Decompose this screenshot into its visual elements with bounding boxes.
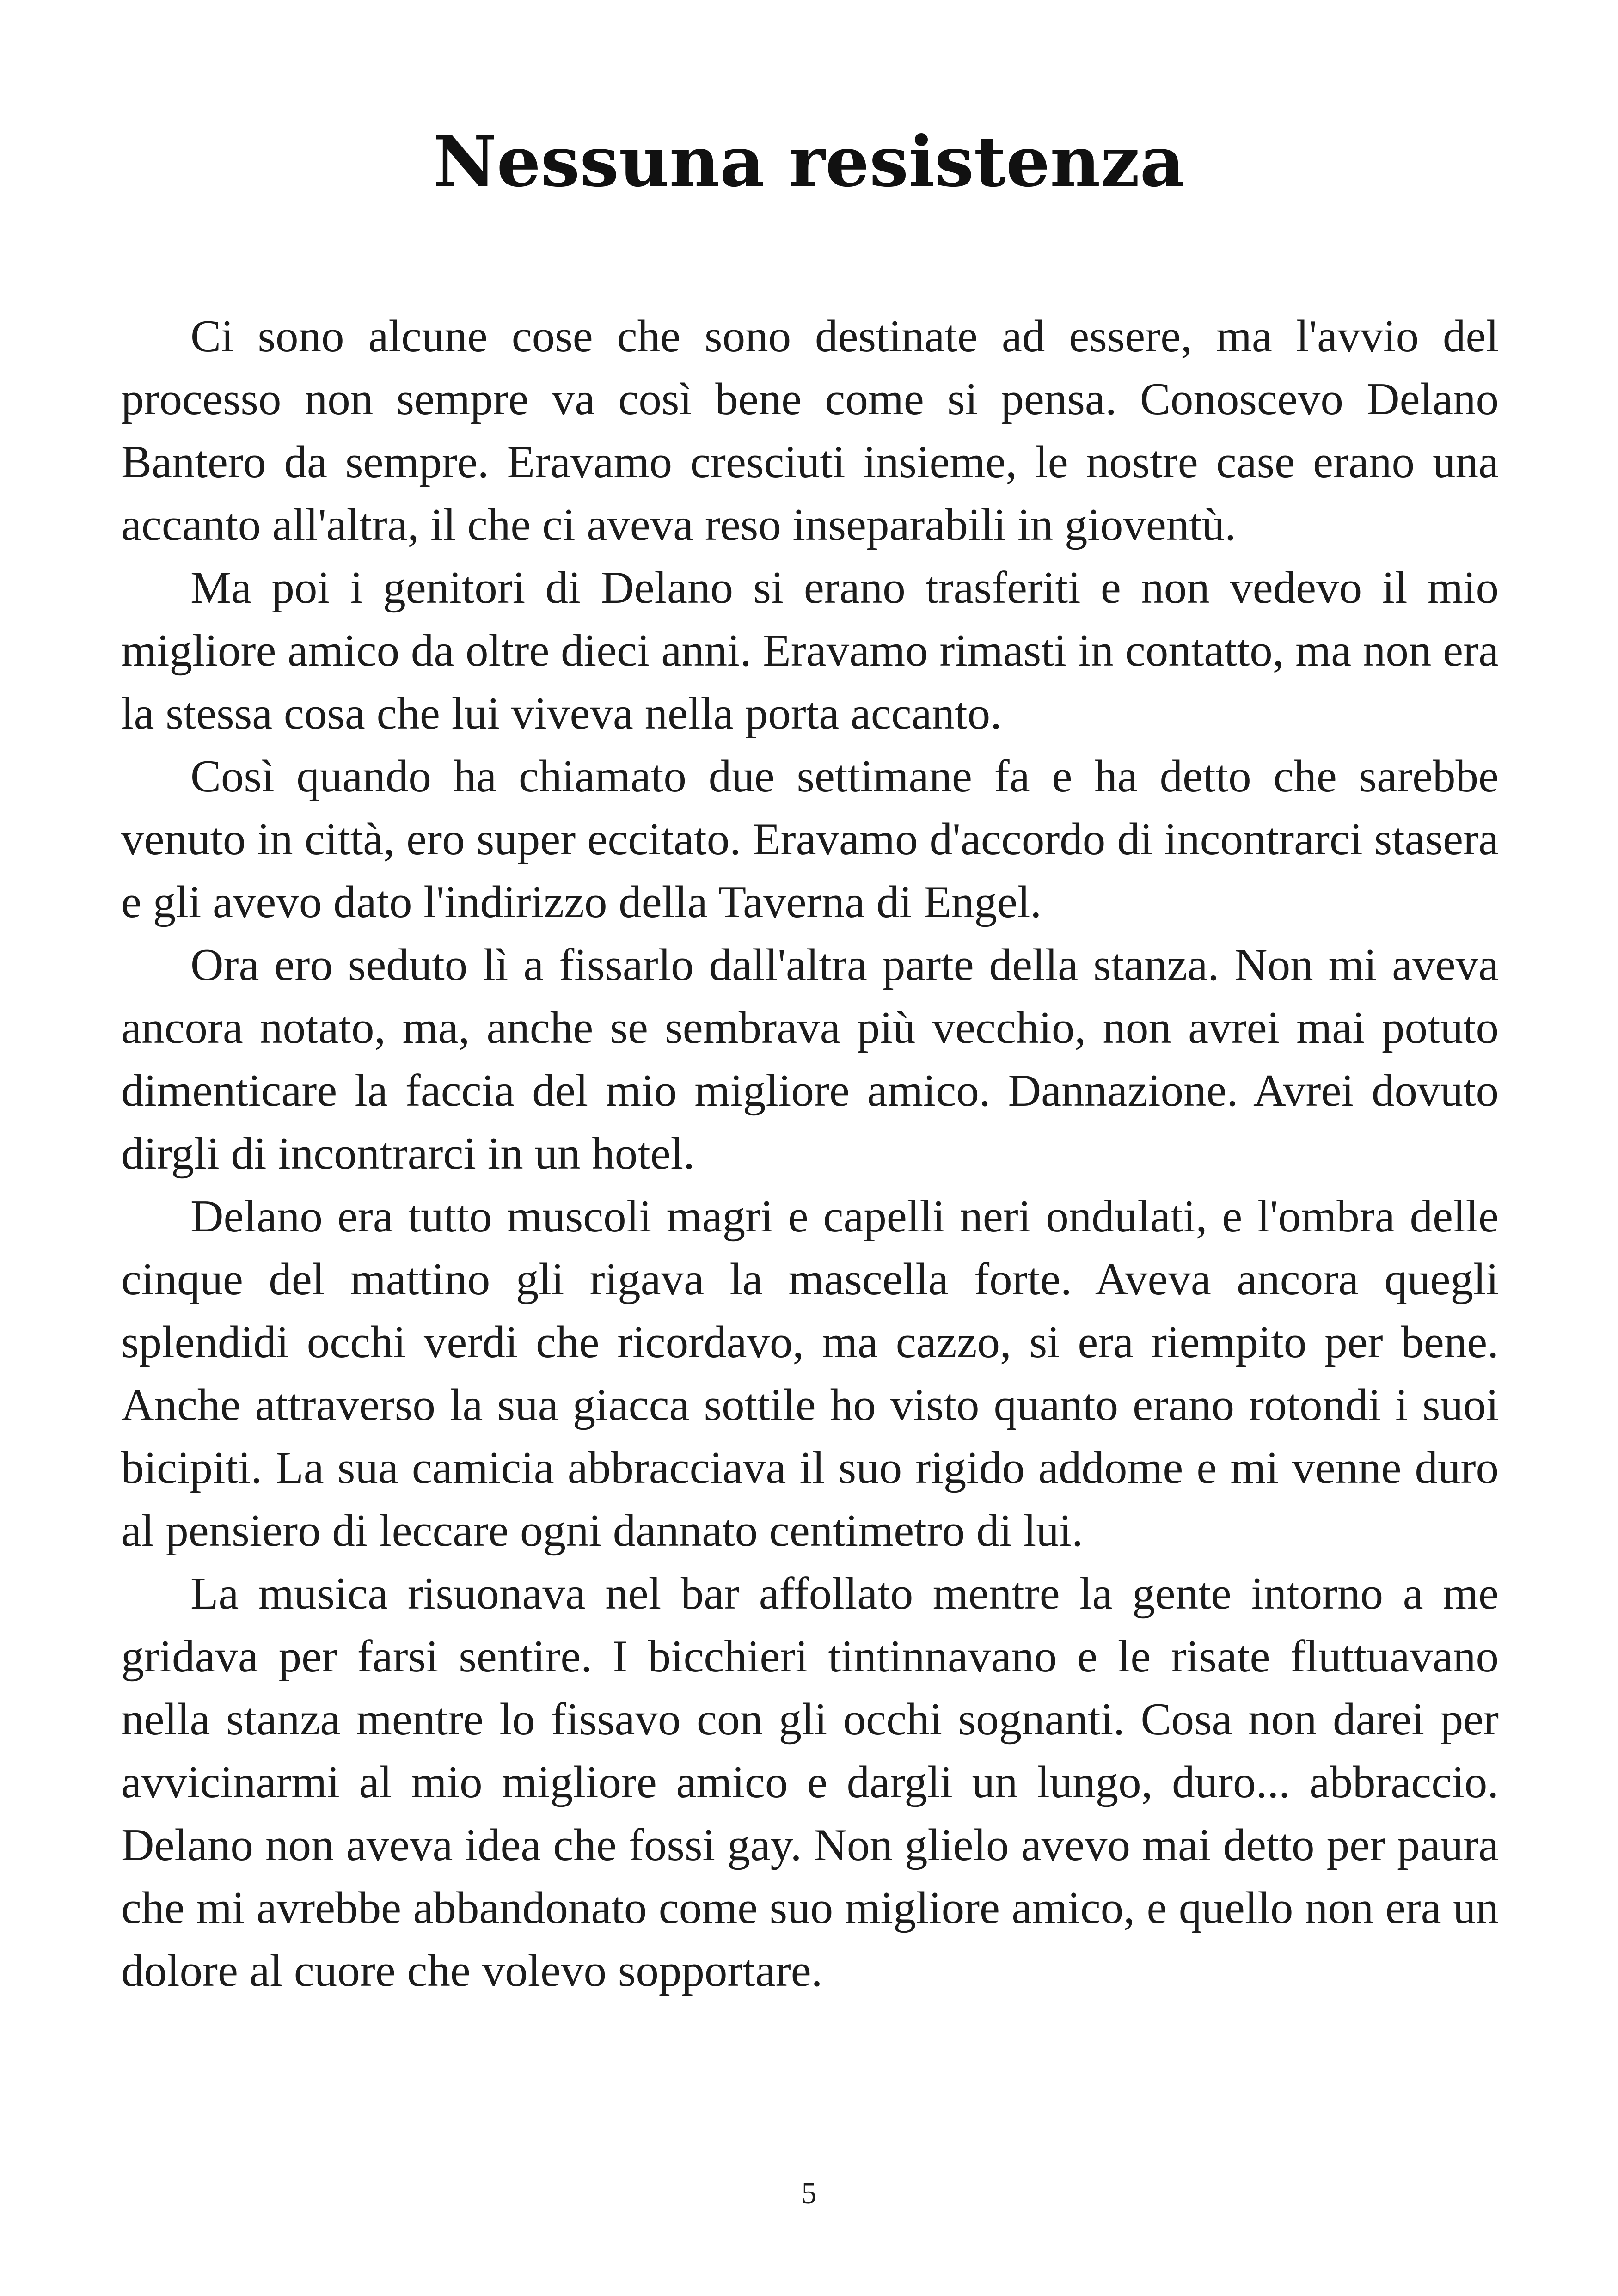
paragraph: Ma poi i genitori di Delano si erano trasferiti e non vedevo il mio migliore amico da oltre dieci anni. Eravamo rimasti in contatto, ma non era la stessa cosa che lui viveva nella porta accanto. [121,563,1499,739]
paragraph: La musica risuonava nel bar affollato mentre la gente intorno a me gridava per farsi sentire. I bicchieri tintinnavano e le risate fluttuavano nella stanza mentre lo fissavo con gli occhi sognanti. Cosa non darei per avvicinarmi al mio migliore amico e dargli un lungo, duro... abbraccio. Delano non aveva idea che fossi gay. Non glielo avevo mai detto per paura che mi avrebbe abbandonato come suo migliore amico, e quello non era un dolore al cuore che volevo sopportare. [121,1568,1499,1996]
body-text [121,305,1499,2002]
paragraph: Delano era tutto muscoli magri e capelli neri ondulati, e l'ombra delle cinque del mattino gli rigava la mascella forte. Aveva ancora quegli splendidi occhi verdi che ricordavo, ma cazzo, si era riempito per bene. Anche attraverso la sua giacca sottile ho visto quanto erano rotondi i suoi bicipiti. La sua camicia abbracciava il suo rigido addome e mi venne duro al pensiero di leccare ogni dannato centimetro di lui. [121,1191,1499,1556]
paragraph: Ora ero seduto lì a fissarlo dall'altra parte della stanza. Non mi aveva ancora notato, ma, anche se sembrava più vecchio, non avrei mai potuto dimenticare la faccia del mio migliore amico. Dannazione. Avrei dovuto dirgli di incontrarci in un hotel. [121,940,1499,1179]
paragraph: Così quando ha chiamato due settimane fa e ha detto che sarebbe venuto in città, ero super eccitato. Eravamo d'accordo di incontrarci stasera e gli avevo dato l'indirizzo della Taverna di Engel. [121,751,1499,927]
paragraph: Ci sono alcune cose che sono destinate ad essere, ma l'avvio del processo non sempre va così bene come si pensa. Conoscevo Delano Bantero da sempre. Eravamo cresciuti insieme, le nostre case erano una accanto all'altra, il che ci aveva reso inseparabili in gioventù. [121,311,1499,550]
chapter-title: Nessuna resistenza [433,121,1185,202]
page-number: 5 [801,2176,817,2210]
